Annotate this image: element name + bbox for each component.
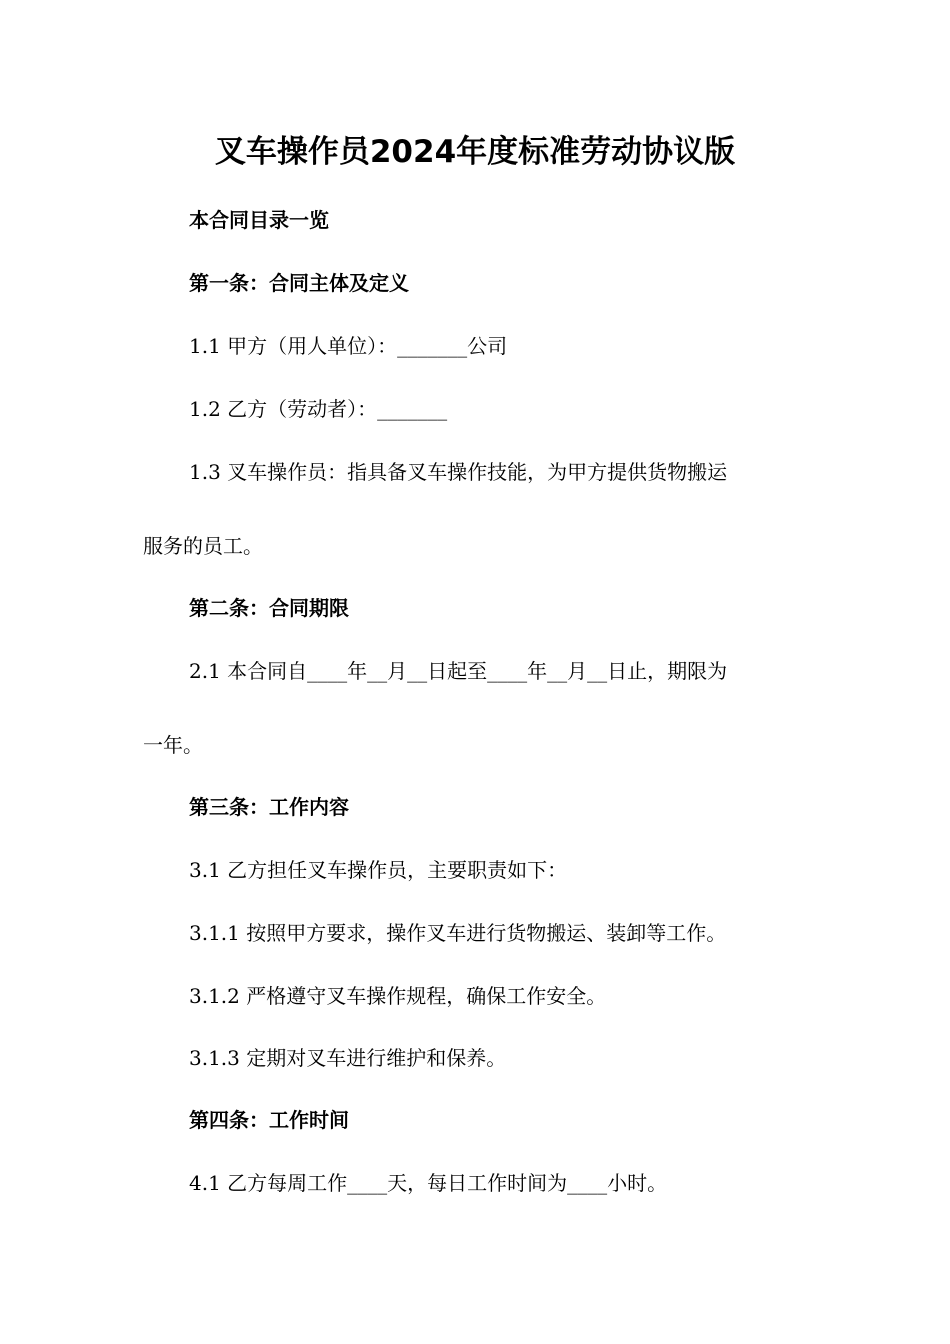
clause-2-1-continued: 一年。 bbox=[143, 733, 203, 757]
section-3-heading: 第三条：工作内容 bbox=[189, 795, 349, 819]
section-4-heading: 第四条：工作时间 bbox=[189, 1108, 349, 1132]
clause-1-1: 1.1 甲方（用人单位）：_______公司 bbox=[189, 334, 508, 358]
toc-heading: 本合同目录一览 bbox=[189, 208, 329, 232]
clause-4-1: 4.1 乙方每周工作____天，每日工作时间为____小时。 bbox=[189, 1171, 668, 1195]
clause-3-1-1: 3.1.1 按照甲方要求，操作叉车进行货物搬运、装卸等工作。 bbox=[189, 921, 727, 945]
clause-3-1-3: 3.1.3 定期对叉车进行维护和保养。 bbox=[189, 1046, 507, 1070]
clause-1-3-continued: 服务的员工。 bbox=[143, 534, 263, 558]
section-1-heading: 第一条：合同主体及定义 bbox=[189, 271, 409, 295]
section-2-heading: 第二条：合同期限 bbox=[189, 596, 349, 620]
clause-3-1-2: 3.1.2 严格遵守叉车操作规程，确保工作安全。 bbox=[189, 984, 607, 1008]
document-title: 叉车操作员2024年度标准劳动协议版 bbox=[214, 134, 736, 170]
clause-1-3: 1.3 叉车操作员：指具备叉车操作技能，为甲方提供货物搬运 bbox=[189, 460, 728, 484]
clause-3-1: 3.1 乙方担任叉车操作员，主要职责如下： bbox=[189, 858, 568, 882]
clause-1-2: 1.2 乙方（劳动者）：_______ bbox=[189, 397, 448, 421]
clause-2-1: 2.1 本合同自____年__月__日起至____年__月__日止，期限为 bbox=[189, 659, 728, 683]
